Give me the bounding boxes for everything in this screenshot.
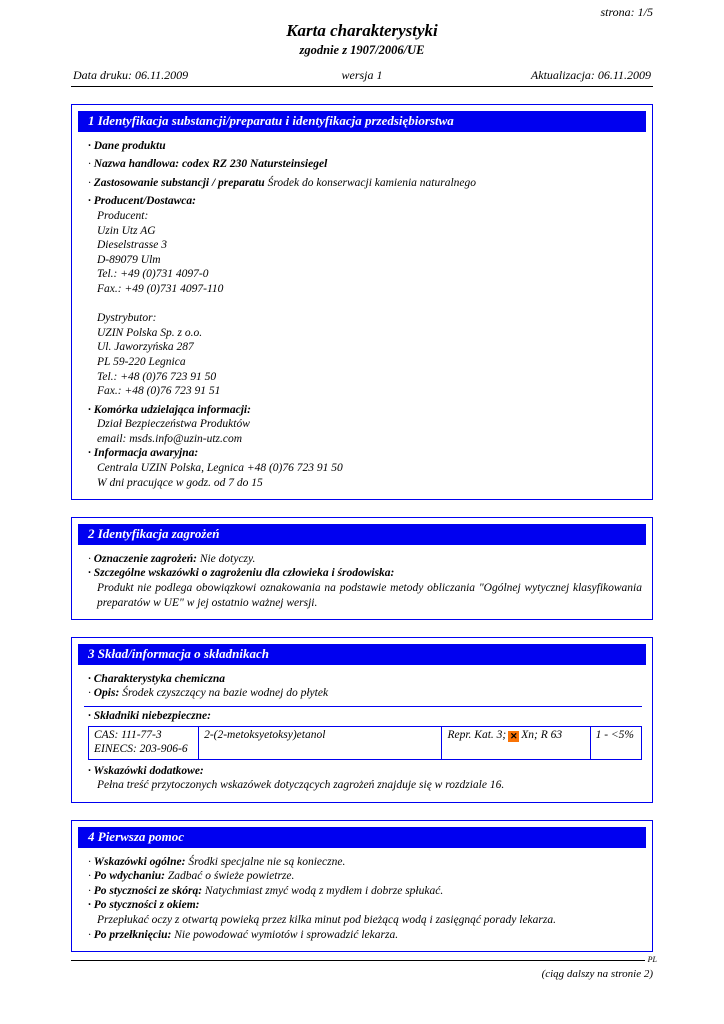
continuation-note: (ciąg dalszy na stronie 2) [541, 968, 653, 981]
info-department-label: · Komórka udzielająca informacji: [88, 403, 642, 418]
trade-name-label: Nazwa handlowa: [93, 158, 180, 171]
first-aid-label: · Po styczności z okiem: [88, 898, 642, 913]
section-first-aid [71, 820, 653, 952]
substance-cell: 2-(2-metoksyetoksy)etanol [199, 726, 442, 759]
classification-suffix: Xn; R 63 [521, 728, 563, 741]
hazard-designation-line [88, 552, 642, 567]
section-4-title-bar: 4 Pierwsza pomoc [78, 827, 646, 848]
language-code: PL [647, 955, 657, 965]
special-hazard-label: · Szczególne wskazówki o zagrożeniu dla człowieka i środowiska: [88, 566, 642, 581]
first-aid-label: Wskazówki ogólne: [93, 855, 186, 868]
section-1-title-bar: 1 Identyfikacja substancji/preparatu i identyfikacja przedsiębiorstwa [78, 111, 646, 132]
application-label: Zastosowanie substancji / preparatu [93, 176, 265, 189]
document-subtitle: zgodnie z 1907/2006/UE [299, 43, 425, 57]
emergency-info-label: · Informacja awaryjna: [88, 446, 642, 461]
trade-name-value: codex RZ 230 Natursteinsiegel [181, 158, 328, 171]
first-aid-line [88, 884, 642, 899]
manufacturer-line: Dieselstrasse 3 [97, 239, 167, 252]
ingredients-divider [84, 706, 642, 707]
ingredients-table [88, 726, 642, 760]
section-3-title-bar: 3 Skład/informacja o składnikach [78, 644, 646, 665]
hazard-designation-value: Nie dotyczy. [199, 552, 256, 565]
classification-prefix: Repr. Kat. 3; [447, 728, 507, 741]
concentration-cell: 1 - <5% [590, 726, 641, 759]
blank-line [88, 297, 642, 312]
description-value: Środek czyszczący na bazie wodnej do płytek [122, 687, 329, 700]
table-row [89, 726, 642, 759]
special-hazard-text: Produkt nie podlega obowiązkowi oznakowania na podstawie metody obliczania "Ogólnej wytycznej klasyfikowania preparatów w UE" w jej ostatnio ważnej wersji. [97, 582, 642, 609]
print-date: Data druku: 06.11.2009 [73, 68, 189, 82]
document-meta-row [71, 68, 653, 83]
hazard-designation-label: Oznaczenie zagrożeń: [93, 552, 197, 565]
document-page [71, 0, 653, 952]
first-aid-text: Nie powodować wymiotów i sprowadzić lekarza. [174, 928, 399, 941]
description-line [88, 686, 642, 701]
section-identification [71, 104, 653, 500]
additional-notes-label: · Wskazówki dodatkowe: [88, 764, 642, 779]
distributor-line: PL 59-220 Legnica [97, 355, 186, 368]
update-date: Aktualizacja: 06.11.2009 [530, 68, 652, 82]
section-1-body [78, 132, 646, 491]
distributor-line: Dystrybutor: [97, 312, 157, 325]
chemical-characteristics-label: · Charakterystyka chemiczna [88, 672, 642, 687]
emergency-info-line: W dni pracujące w godz. od 7 do 15 [97, 476, 263, 489]
product-data-label: · Dane produktu [88, 139, 642, 154]
version-label: wersja 1 [341, 68, 383, 82]
first-aid-line [88, 928, 642, 943]
application-value: Środek do konserwacji kamienia naturalnego [267, 176, 477, 189]
first-aid-line [88, 869, 642, 884]
first-aid-text: Natychmiast zmyć wodą z mydłem i dobrze spłukać. [204, 884, 444, 897]
classification-cell [442, 726, 590, 759]
footer-rule-row [71, 956, 657, 964]
description-label: Opis: [93, 687, 120, 700]
cas-cell [89, 726, 199, 759]
application-line [88, 176, 642, 191]
distributor-line: Fax.: +48 (0)76 723 91 51 [97, 385, 221, 398]
first-aid-line [88, 855, 642, 870]
first-aid-text: Zadbać o świeże powietrze. [167, 870, 295, 883]
section-2-body [78, 545, 646, 610]
einecs-number: EINECS: 203-906-6 [94, 743, 188, 756]
section-composition [71, 637, 653, 803]
trade-name-line [88, 157, 642, 172]
first-aid-label: Po wdychaniu: [93, 870, 165, 883]
header-divider [71, 86, 653, 87]
section-2-title-bar: 2 Identyfikacja zagrożeń [78, 524, 646, 545]
info-department-line: email: msds.info@uzin-utz.com [97, 432, 243, 445]
manufacturer-line: Uzin Utz AG [97, 224, 156, 237]
first-aid-text: Środki specjalne nie są konieczne. [188, 855, 346, 868]
manufacturer-label: · Producent/Dostawca: [88, 194, 642, 209]
additional-notes-text: Pełna treść przytoczonych wskazówek dotyczących zagrożeń znajduje się w rozdziale 16. [97, 779, 505, 792]
distributor-line: Ul. Jaworzyńska 287 [97, 341, 194, 354]
emergency-info-line: Centrala UZIN Polska, Legnica +48 (0)76 723 91 50 [97, 462, 343, 475]
manufacturer-line: Tel.: +49 (0)731 4097-0 [97, 268, 209, 281]
dangerous-ingredients-label: · Składniki niebezpieczne: [88, 709, 642, 724]
cas-number: CAS: 111-77-3 [94, 728, 162, 741]
info-department-line: Dział Bezpieczeństwa Produktów [97, 418, 250, 431]
page-indicator: strona: 1/5 [600, 5, 653, 19]
distributor-line: UZIN Polska Sp. z o.o. [97, 326, 203, 339]
footer-divider [71, 960, 645, 961]
distributor-line: Tel.: +48 (0)76 723 91 50 [97, 370, 217, 383]
section-4-body [78, 848, 646, 943]
manufacturer-line: Fax.: +49 (0)731 4097-110 [97, 282, 224, 295]
first-aid-label: Po styczności ze skórą: [93, 884, 203, 897]
first-aid-label: Po przełknięciu: [93, 928, 172, 941]
manufacturer-line: D-89079 Ulm [97, 253, 161, 266]
first-aid-text: Przepłukać oczy z otwartą powieką przez kilka minut pod bieżącą wodą i zasięgnąć porady lekarza. [97, 913, 556, 926]
harmful-xn-icon: ✕ [509, 730, 518, 741]
manufacturer-line: Producent: [97, 209, 149, 222]
document-title: Karta charakterystyki [286, 21, 438, 40]
section-hazards [71, 517, 653, 620]
section-3-body [78, 665, 646, 793]
